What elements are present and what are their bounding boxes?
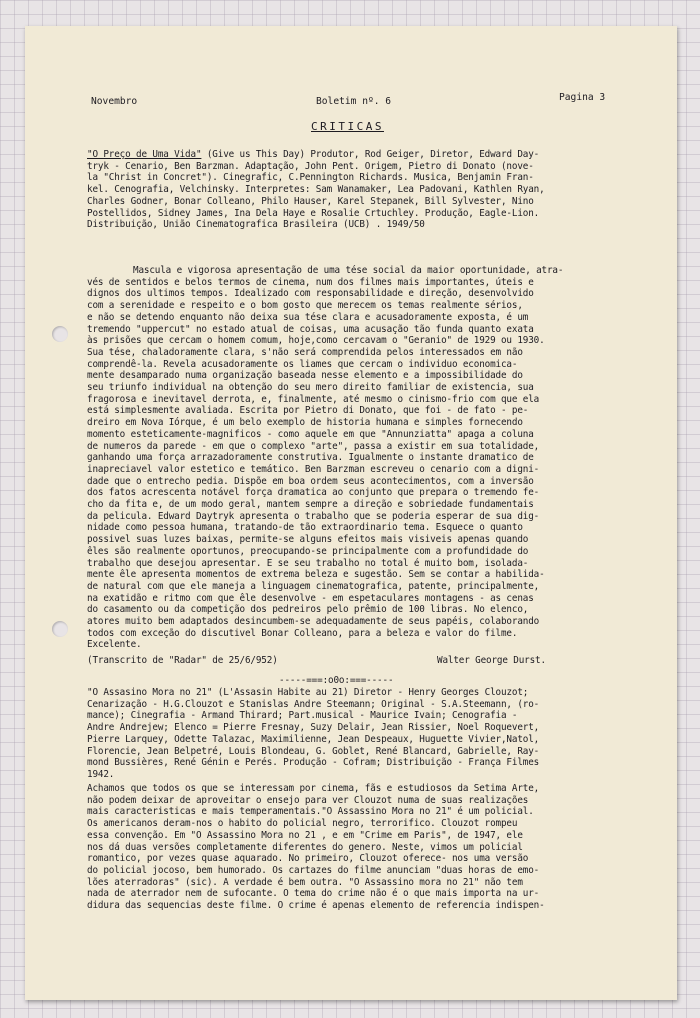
body-line (87, 313, 528, 322)
review-paragraph-line: inapreciavel valor estetico e temático. Ben Barzman escreveu o cenario com a digni- (87, 463, 540, 475)
punch-hole (52, 326, 68, 342)
review-paragraph-line: essa convenção. Em "O Assassino Mora no 21 , e em "Crime em Paris", de 1947, ele (87, 829, 523, 841)
credits-line (87, 150, 539, 159)
body-line (87, 807, 534, 816)
body-line (87, 582, 539, 591)
credits-text: kel. Cenografia, Velchinsky. Interpretes: Sam Wanamaker, Lea Padovani, Kathlen Ryan, (87, 184, 545, 196)
body-line (87, 488, 539, 497)
review-paragraph-line: mais caracteristicas e mais temperamentais."O Assassino Mora no 21" é um policial. (87, 806, 534, 818)
body-line (87, 547, 528, 556)
body-line (87, 395, 539, 404)
credits-line (87, 162, 534, 171)
credits-text: tryk - Cenario, Ben Barzman. Adaptação, John Pent. Origem, Pietro di Donato (nove- (87, 160, 534, 172)
body-line (87, 796, 528, 805)
body-line (87, 278, 534, 287)
body-line (87, 325, 534, 334)
review-paragraph-line: fragorosa e inevitavel derrota, e, finalmente, até mesmo o cinismo-frio com que ela (87, 393, 540, 405)
body-line (87, 854, 528, 863)
credits-line (87, 711, 517, 720)
review-paragraph-line: atores muito bem adaptados desincumbem-se adequadamente de seus papéis, colaborando (87, 616, 540, 627)
review-paragraph-line: ganhando uma força arrazadoramente construtiva. Igualmente o instante dramatico de (87, 452, 534, 464)
review-paragraph-line: dade que o entrecho pedia. Dispõe em boa ordem seus acontecimentos, com a inversão (87, 475, 534, 487)
review-paragraph-line: na exatidão e ritmo com que êle desenvolve - em espetaculares montagens - as cenas (87, 592, 534, 604)
credits-text: la "Christ in Concret"). Cinegrafic, C.Pennington Richards. Musica, Benjamin Fran- (87, 172, 534, 184)
body-line (87, 617, 539, 626)
body-line (87, 301, 523, 310)
body-line (87, 523, 523, 532)
credits-text: Andre Andrejew; Elenco = Pierre Fresnay, Suzy Delair, Jean Rissier, Noel Roquevert, (87, 722, 540, 734)
header-month: Novembro (91, 96, 138, 107)
header-page-number: Pagina 3 (559, 92, 606, 103)
review-paragraph-line: nada de aterrador nem de sufocante. O tema do crime não é o que mais importa na ur- (87, 888, 540, 900)
body-line (87, 512, 539, 521)
review-paragraph-line: mente desamparado numa organização baseada nesse elemento e a impossibilidade do (87, 370, 523, 382)
credits-line (87, 758, 539, 767)
review-paragraph-line: dreiro em Nova Iórque, é um belo exemplo de historia humana e simples fornecendo (87, 417, 523, 429)
header-bulletin-number: Boletim nº. 6 (316, 96, 392, 107)
separator-line (279, 676, 393, 685)
section-separator: -----===:o0o:===----- (279, 675, 394, 686)
review-paragraph-line: todos com exceção do discutivel Bonar Colleano, para a beleza e valor do filme. (87, 627, 518, 639)
body-line (87, 901, 545, 910)
body-line (87, 559, 528, 568)
review-paragraph-line: Os americanos deram-nos o habito do policial negro, terrorifico. Clouzot rompeu (87, 818, 518, 830)
review-paragraph-line: do policial jocoso, bem humorado. Os cartazes do filme anunciam "duas horas de emo- (87, 864, 540, 876)
review-paragraph-line: seu triunfo individual na obtenção do seu mero direito familiar de existencia, sua (87, 382, 534, 393)
review-paragraph-line: êles são realmente oportunos, preocupando-se principalmente com a profundidade do (87, 545, 529, 557)
review-paragraph-line: Achamos que todos os que se interessam por cinema, fãs e estudiosos da Setima Arte, (87, 783, 540, 794)
body-line (87, 453, 534, 462)
review-paragraph-line: mente êle apresenta momentos de extrema beleza e sugestão. Sem se contar a habilida- (87, 569, 545, 581)
body-line (87, 465, 539, 474)
review-paragraph-line: tremendo "uppercut" no estado atual de coisas, uma acusação tão funda quanto exata (87, 323, 534, 335)
body-line (87, 629, 517, 638)
credits-line (87, 723, 539, 732)
credits-line (87, 185, 545, 194)
credits-text: (L'Assasin Habite au 21) Diretor - Henry Georges Clouzot; (212, 687, 529, 698)
review-paragraph-line: da pelicula. Edward Daytryk apresenta o trabalho que se poderia esperar de sua dig- (87, 510, 540, 522)
review-paragraph-line: às prisões que cercam o homem comum, hoje,como cercavam o "Geranio" de 1929 ou 1930. (87, 335, 545, 347)
credits-text: Postellidos, Sidney James, Ina Dela Haye e Rosalie Crtuchley. Produção, Eagle-Lion. (87, 207, 540, 219)
body-line (87, 819, 517, 828)
credits-line (87, 770, 114, 779)
body-line (87, 406, 528, 415)
review-paragraph-line: dos fatos acrescenta notável força dramatica ao conjunto que prepara o tremendo fe- (87, 487, 540, 499)
body-line (87, 784, 539, 793)
body-line (87, 878, 523, 887)
credits-text: mance); Cinegrafia - Armand Thirard; Part.musical - Maurice Ivain; Cenografia - (87, 710, 518, 722)
review-paragraph-line: romantico, por vezes quase aquarado. No primeiro, Clouzot oferece- nos uma versão (87, 853, 529, 865)
credits-line (87, 173, 534, 182)
body-line (133, 266, 563, 275)
credits-line (87, 735, 539, 744)
body-line (87, 418, 523, 427)
body-line (87, 383, 534, 392)
body-line (87, 360, 517, 369)
review-paragraph-line: Excelente. (87, 639, 142, 651)
credits-line (87, 747, 539, 756)
review-paragraph-line: comprendê-la. Revela acusadoramente os liames que cercam o individuo economica- (87, 358, 518, 370)
body-line (87, 477, 534, 486)
document-page (25, 26, 677, 1000)
review-paragraph-line: vés de sentidos e belos termos de cinema, num dos filmes mais importantes, úteis e (87, 276, 534, 288)
review-paragraph-line: está simplesmente avaliada. Escrita por Pietro di Donato, que foi - de fato - pe- (87, 405, 529, 417)
body-line (87, 500, 534, 509)
body-line (87, 348, 523, 357)
review-paragraph-line: dignos dos ultimos tempos. Idealizado com responsabilidade e direção, desenvolvido (87, 288, 534, 300)
credits-text: Pierre Larquey, Odette Talazac, Maximilienne, Jean Despeaux, Huguette Vivier,Natol, (87, 733, 540, 745)
source-citation: (Transcrito de "Radar" de 25/6/952) (87, 655, 278, 666)
credits-text: Distribuição, União Cinematografica Brasileira (UCB) . 1949/50 (87, 219, 425, 231)
body-line (87, 289, 534, 298)
review-paragraph-line: Mascula e vigorosa apresentação de uma tése social da maior oportunidade, atra- (133, 265, 564, 276)
review-paragraph-line: didura das sequencias deste filme. O crime é apenas elemento de referencia indispen- (87, 900, 545, 911)
review-paragraph-line: do casamento ou da competição dos pedreiros pelo prêmio de 100 libras. No elenco, (87, 604, 529, 616)
source-line (87, 656, 278, 665)
film-title: "O Preço de Uma Vida" (87, 149, 202, 160)
body-line (87, 371, 523, 380)
review-paragraph-line: com a serenidade e respeito e o bom gosto que merecem os temas realmente sérios, (87, 300, 523, 312)
author-line (437, 656, 546, 665)
body-line (87, 442, 539, 451)
body-line (87, 535, 528, 544)
credits-text: 1942. (87, 768, 115, 780)
review-paragraph-line: Sua tése, chaladoramente clara, s'não será comprendida pelos interessados em não (87, 346, 523, 358)
body-line (87, 605, 528, 614)
body-line (87, 831, 523, 840)
credits-text: mond Bussières, René Génin e Perés. Produção - Cofram; Distribuição - França Filmes (87, 757, 540, 769)
credits-line (87, 700, 539, 709)
credits-text: (Give us This Day) Produtor, Rod Geiger, Diretor, Edward Day- (201, 149, 540, 160)
body-line (87, 889, 539, 898)
section-title: CRITICAS (311, 120, 384, 133)
credits-line (87, 197, 534, 206)
review-author: Walter George Durst. (437, 655, 546, 666)
review-paragraph-line: não podem deixar de aproveitar o ensejo para ver Clouzot numa de suas realizações (87, 794, 529, 806)
review-paragraph-line: momento esteticamente-magnificos - como aquele em que "Annunziatta" apaga a coluna (87, 428, 534, 440)
film-title: "O Assasino Mora no 21" (87, 687, 213, 698)
review-paragraph-line: e não se detendo enquanto não deixa sua tése clara e acusadoramente exposta, é um (87, 311, 529, 323)
credits-text: Cenarização - H.G.Clouzot e Stanislas Andre Steemann; Original - S.A.Steemann, (ro- (87, 698, 540, 710)
review-paragraph-line: nidade como pessoa humana, tratando-de tão extraordinario tema. Esquece o quanto (87, 522, 523, 534)
body-line (87, 570, 545, 579)
body-line (87, 843, 523, 852)
credits-text: Florencie, Jean Belpetré, Louis Blondeau, G. Goblet, René Blancard, Gabrielle, Ray- (87, 745, 540, 757)
review-paragraph-line: cho da fita e, de um modo geral, mantem sempre a direção e sobriedade fundamentais (87, 499, 534, 510)
body-line (87, 594, 534, 603)
credits-text: Charles Godner, Bonar Colleano, Philo Hauser, Karel Stepanek, Bill Sylvester, Nino (87, 195, 534, 207)
credits-line (87, 220, 425, 229)
review-paragraph-line: nos dá duas versões completamente diferentes do genero. Neste, vimos um policial (87, 841, 523, 853)
body-line (87, 866, 539, 875)
review-paragraph-line: de natural com que ele maneja a linguagem cinematografica, patente, principalmente, (87, 580, 540, 592)
review-paragraph-line: de numeros da parede - em que o complexo "arte", passa a existir em sua totalidade, (87, 440, 540, 452)
body-line (87, 430, 534, 439)
review-paragraph-line: lões aterradoras" (sic). A verdade é bem outra. "O Assassino mora no 21" não tem (87, 876, 523, 888)
review-paragraph-line: possivel suas luzes baixas, permite-se alguns efeitos mais visiveis apenas quando (87, 534, 529, 546)
body-line (87, 336, 545, 345)
credits-line (87, 688, 528, 697)
body-line (87, 640, 141, 649)
review-paragraph-line: trabalho que desejou apresentar. E se seu trabalho no total é muito bom, isolada- (87, 557, 529, 569)
punch-hole (52, 621, 68, 637)
credits-line (87, 209, 539, 218)
